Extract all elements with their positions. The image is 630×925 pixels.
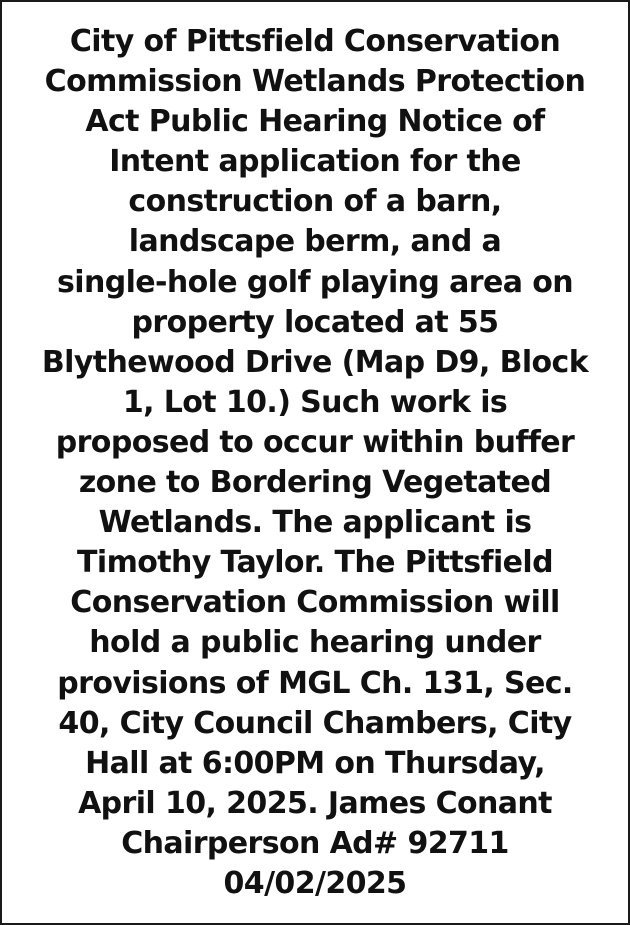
legal-notice-text: City of Pittsfield Conservation Commission Wetlands Protection Act Public Hearing Notice of Intent application for the construction of a barn, landscape berm, and a single-hole golf playing area on property located at 55 Blythewood Drive (Map D9, Block 1, Lot 10.) Such work is proposed to occur within buffer zone to Bordering Vegetated Wetlands. The applicant is Timothy Taylor. The Pittsfield Conservation Commission will hold a public hearing under provisions of MGL Ch. 131, Sec. 40, City Council Chambers, City Hall at 6:00PM on Thursday, April 10, 2025. James Conant Chairperson Ad# 92711 04/02/2025	[41, 24, 589, 901]
